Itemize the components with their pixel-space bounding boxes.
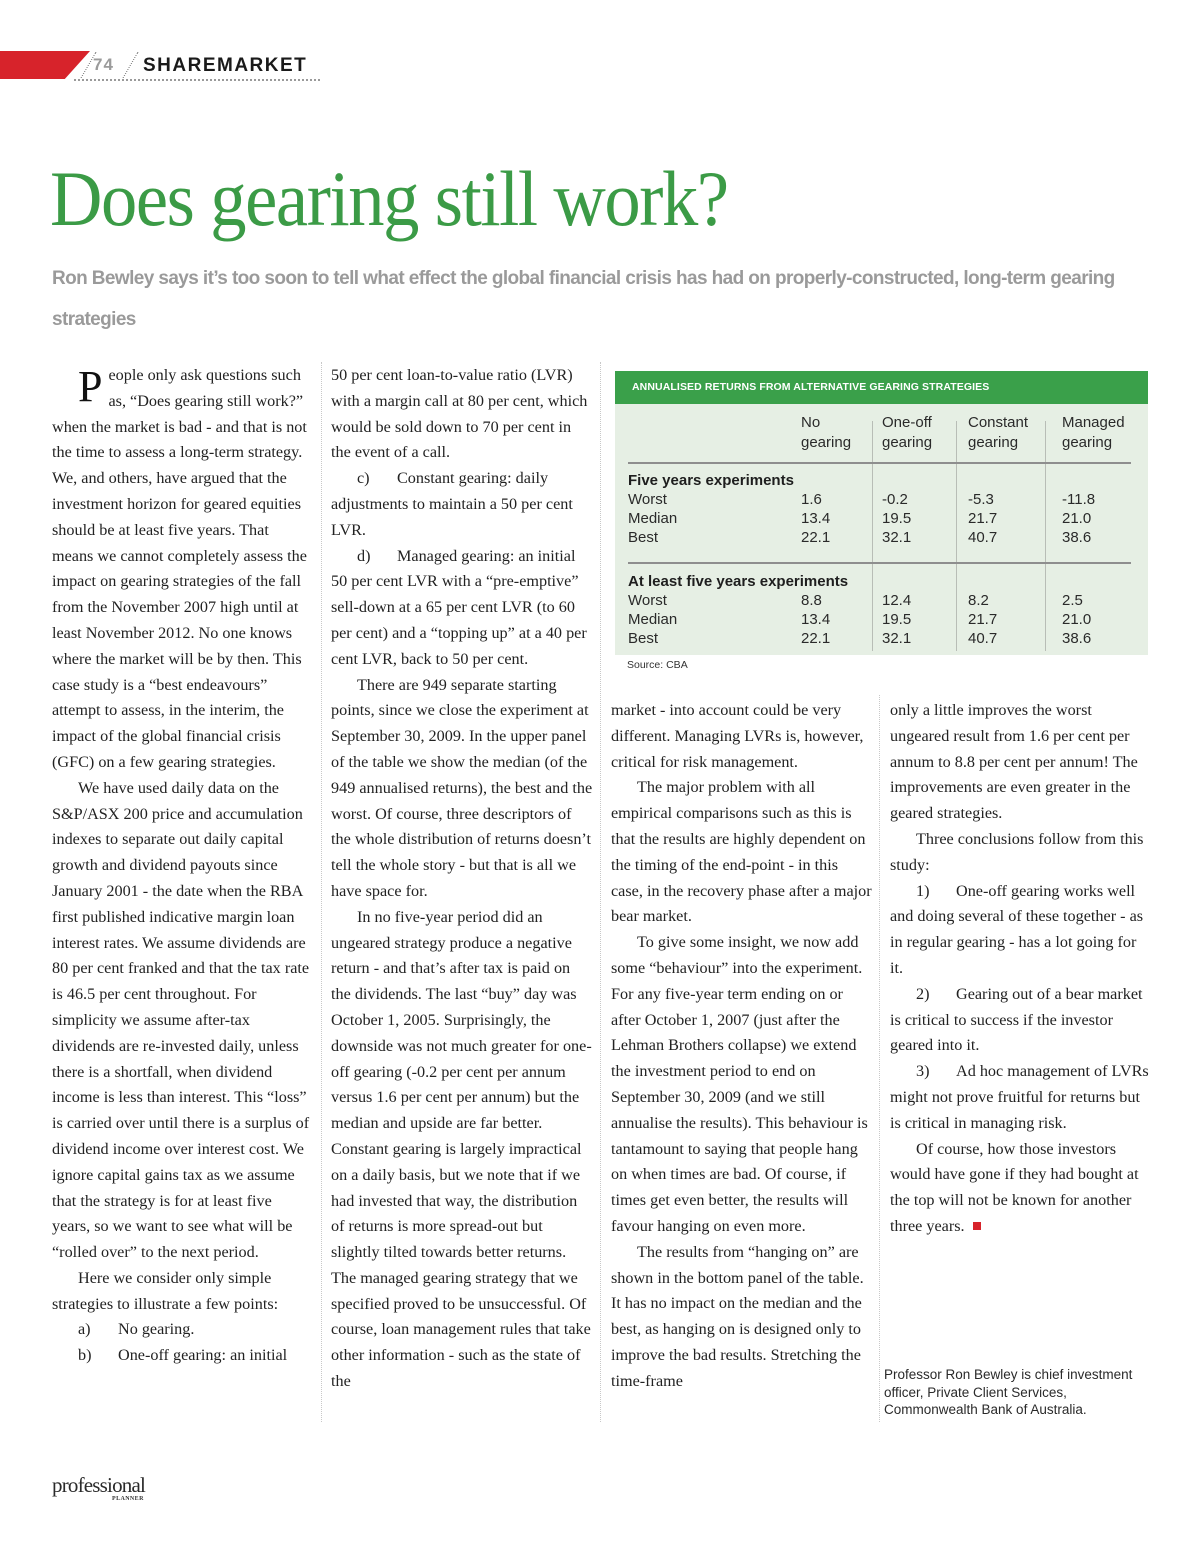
table-cell: 21.7 [968, 611, 998, 628]
table-row-label: Worst [628, 491, 667, 508]
table-rule [628, 462, 1131, 464]
article-column-4 [890, 698, 1152, 1240]
list-marker: d) [357, 546, 371, 565]
list-marker: 1) [916, 881, 930, 900]
column-header-managed-gearing: Managed gearing [1062, 414, 1125, 451]
article-paragraph: The results from “hanging on” are shown in the bottom panel of the table. It has no impact on the median and the best, as hanging on is designed only to improve the bad results. Stretching the time-frame [611, 1242, 864, 1390]
list-marker: 3) [916, 1062, 930, 1081]
article-paragraph: In no five-year period did an ungeared strategy produce a negative return - and that’s after tax is paid on the dividends. The last “buy” day was October 1, 2005. Surprisingly, the downside was not much greater for one-off gearing (-0.2 per cent per annum versus 1.6 per cent per annum) but the median and upside are far better. Constant gearing is largely impractical on a daily basis, but we note that if we had invested that way, the distribution of returns is more spread-out but slightly tilted towards better returns. The managed gearing strategy that we specified proved to be unsuccessful. Of course, loan management rules that take other information - such as the state of the [331, 907, 592, 1391]
table-group-label: At least five years experiments [628, 573, 849, 590]
column-rule [600, 362, 601, 1422]
end-of-article-icon [973, 1222, 981, 1230]
table-cell: 2.5 [1062, 592, 1083, 609]
table-cell: 40.7 [968, 630, 998, 647]
drop-cap: P [78, 362, 103, 411]
article-column-2 [331, 363, 593, 1395]
column-header-one-off-gearing: One-off gearing [882, 414, 933, 451]
table-cell: 38.6 [1062, 630, 1092, 647]
table-row-label: Best [628, 630, 659, 647]
table-cell: 19.5 [882, 510, 912, 527]
table-cell: -5.3 [968, 491, 994, 508]
list-item [890, 879, 1152, 982]
page-number: 74 [93, 55, 114, 74]
article-paragraph: People only ask questions such as, “Does gearing still work?” when the market is bad - and that is not the time to assess a long-term strategy. We, and others, have argued that the investment horizon for geared equities should be at least five years. That means we cannot completely assess the impact on gearing strategies of the fall from the November 2007 high until at least November 2012. No one knows where the market will be by then. This case study is a “best endeavours” attempt to assess, in the interim, the impact of the global financial crisis (GFC) on a few gearing strategies. [52, 362, 307, 771]
column-header-constant-gearing: Constant gearing [968, 414, 1029, 451]
list-item [52, 1317, 314, 1343]
article-paragraph: only a little improves the worst ungeared result from 1.6 per cent per annum to 8.8 per cent per annum! The improvements are even greater in the geared strategies. [890, 701, 1138, 823]
section-accent-bar [0, 51, 90, 79]
list-item [331, 544, 593, 673]
column-rule [879, 695, 880, 1422]
magazine-logo: professional [52, 1473, 146, 1497]
article-paragraph: Of course, how those investors would have gone if they had bought at the top will not be known for another three years. [890, 1139, 1139, 1235]
list-item [52, 1343, 314, 1369]
table-cell: 32.1 [882, 529, 912, 546]
table-cell: -0.2 [882, 491, 908, 508]
table-cell: 22.1 [801, 529, 831, 546]
table-title: ANNUALISED RETURNS FROM ALTERNATIVE GEARING STRATEGIES [615, 371, 1148, 404]
list-text: Constant gearing: daily adjustments to maintain a 50 per cent LVR. [331, 469, 573, 539]
table-cell: 32.1 [882, 630, 912, 647]
header-dotted-rule [74, 79, 320, 81]
list-item [890, 1059, 1152, 1136]
list-text: Gearing out of a bear market is critical to success if the investor geared into it. [890, 984, 1143, 1055]
table-column-divider [956, 421, 957, 651]
list-text: One-off gearing works well and doing several of these together - as in regular gearing - has a lot going for it. [890, 881, 1144, 977]
article-paragraph: Here we consider only simple strategies to illustrate a few points: [52, 1268, 279, 1313]
list-marker: 2) [916, 984, 930, 1003]
article-paragraph: market - into account could be very different. Managing LVRs is, however, critical for risk management. [611, 701, 864, 771]
returns-table [615, 371, 1148, 655]
table-source: Source: CBA [627, 659, 688, 671]
table-column-divider [1045, 421, 1046, 651]
table-cell: 21.7 [968, 510, 998, 527]
article-column-3 [611, 698, 873, 1395]
table-cell: 8.8 [801, 592, 822, 609]
list-item [331, 466, 593, 543]
table-rule [628, 562, 1131, 564]
article-title: Does gearing still work? [50, 155, 728, 242]
article-paragraph: The major problem with all empirical comparisons such as this is that the results are highly dependent on the timing of the end-point - in this case, in the recovery phase after a major bear market. [611, 778, 872, 926]
table-cell: 13.4 [801, 611, 831, 628]
table-cell: 8.2 [968, 592, 989, 609]
table-row-label: Median [628, 611, 678, 628]
article-paragraph: We have used daily data on the S&P/ASX 200 price and accumulation indexes to separate out daily capital growth and dividend payouts since January 2001 - the date when the RBA first published indicative margin loan interest rates. We assume dividends are 80 per cent franked and that the tax rate is 46.5 per cent throughout. For simplicity we assume after-tax dividends are re-invested daily, unless there is a shortfall, when dividend income is less than interest. This “loss” is carried over until there is a surplus of dividend income over interest cost. We ignore capital gains tax as we assume that the strategy is for at least five years, so we want to see what will be “rolled over” to the next period. [52, 778, 310, 1262]
table-cell: 19.5 [882, 611, 912, 628]
table-group-label: Five years experiments [628, 472, 794, 489]
magazine-logo-subtitle: PLANNER [112, 1496, 144, 1502]
table-cell: 22.1 [801, 630, 831, 647]
table-column-divider [872, 421, 873, 651]
table-cell: 13.4 [801, 510, 831, 527]
article-paragraph: Three conclusions follow from this study: [890, 829, 1144, 874]
article-paragraph: To give some insight, we now add some “behaviour” into the experiment. For any five-year term ending on or after October 1, 2007 (just after the Lehman Brothers collapse) we extend the investment period to end on September 30, 2009 (and we still annualise the results). This behaviour is tantamount to saying that people hang on when times are bad. Of course, if times get even better, the results will favour hanging on even more. [611, 933, 868, 1235]
table-row-label: Worst [628, 592, 667, 609]
article-paragraph: 50 per cent loan-to-value ratio (LVR) with a margin call at 80 per cent, which would be sold down to 70 per cent in the event of a call. [331, 366, 588, 462]
table-cell: 38.6 [1062, 529, 1092, 546]
article-column-1 [52, 363, 314, 1369]
list-text: Ad hoc management of LVRs might not prove fruitful for returns but is critical in managing risk. [890, 1062, 1149, 1132]
table-cell: 1.6 [801, 491, 822, 508]
column-header-no-gearing: No gearing [801, 414, 852, 451]
list-marker: a) [78, 1320, 91, 1339]
table-cell: -11.8 [1062, 491, 1096, 508]
table-cell: 21.0 [1062, 611, 1092, 628]
table-cell: 21.0 [1062, 510, 1092, 527]
article-paragraph: There are 949 separate starting points, since we close the experiment at September 30, 2009. In the upper panel of the table we show the median (of the 949 annualised returns), the best and the worst. Of course, three descriptors of the whole distribution of returns doesn’t tell the whole story - but that is all we have space for. [331, 675, 593, 900]
author-bio: Professor Ron Bewley is chief investment officer, Private Client Services, Commonwealth Bank of Australia. [884, 1367, 1133, 1417]
table-cell: 12.4 [882, 592, 912, 609]
list-marker: c) [357, 469, 370, 488]
list-text: Managed gearing: an initial 50 per cent LVR with a “pre-emptive” sell-down at a 65 per cent LVR (to 60 per cent) and a “topping up” at a 40 per cent LVR, back to 50 per cent. [331, 546, 587, 668]
header-divider [122, 52, 139, 78]
article-standfirst: Ron Bewley says it’s too soon to tell what effect the global financial crisis has had on properly-constructed, long-term gearing strategies [52, 268, 1115, 330]
table-row-label: Best [628, 529, 659, 546]
list-text: No gearing. [118, 1320, 195, 1339]
list-marker: b) [78, 1346, 92, 1365]
table-cell: 40.7 [968, 529, 998, 546]
list-text: One-off gearing: an initial [118, 1346, 288, 1365]
table-row-label: Median [628, 510, 678, 527]
section-name: SHAREMARKET [143, 55, 308, 76]
list-item [890, 982, 1152, 1059]
column-rule [321, 362, 322, 1422]
